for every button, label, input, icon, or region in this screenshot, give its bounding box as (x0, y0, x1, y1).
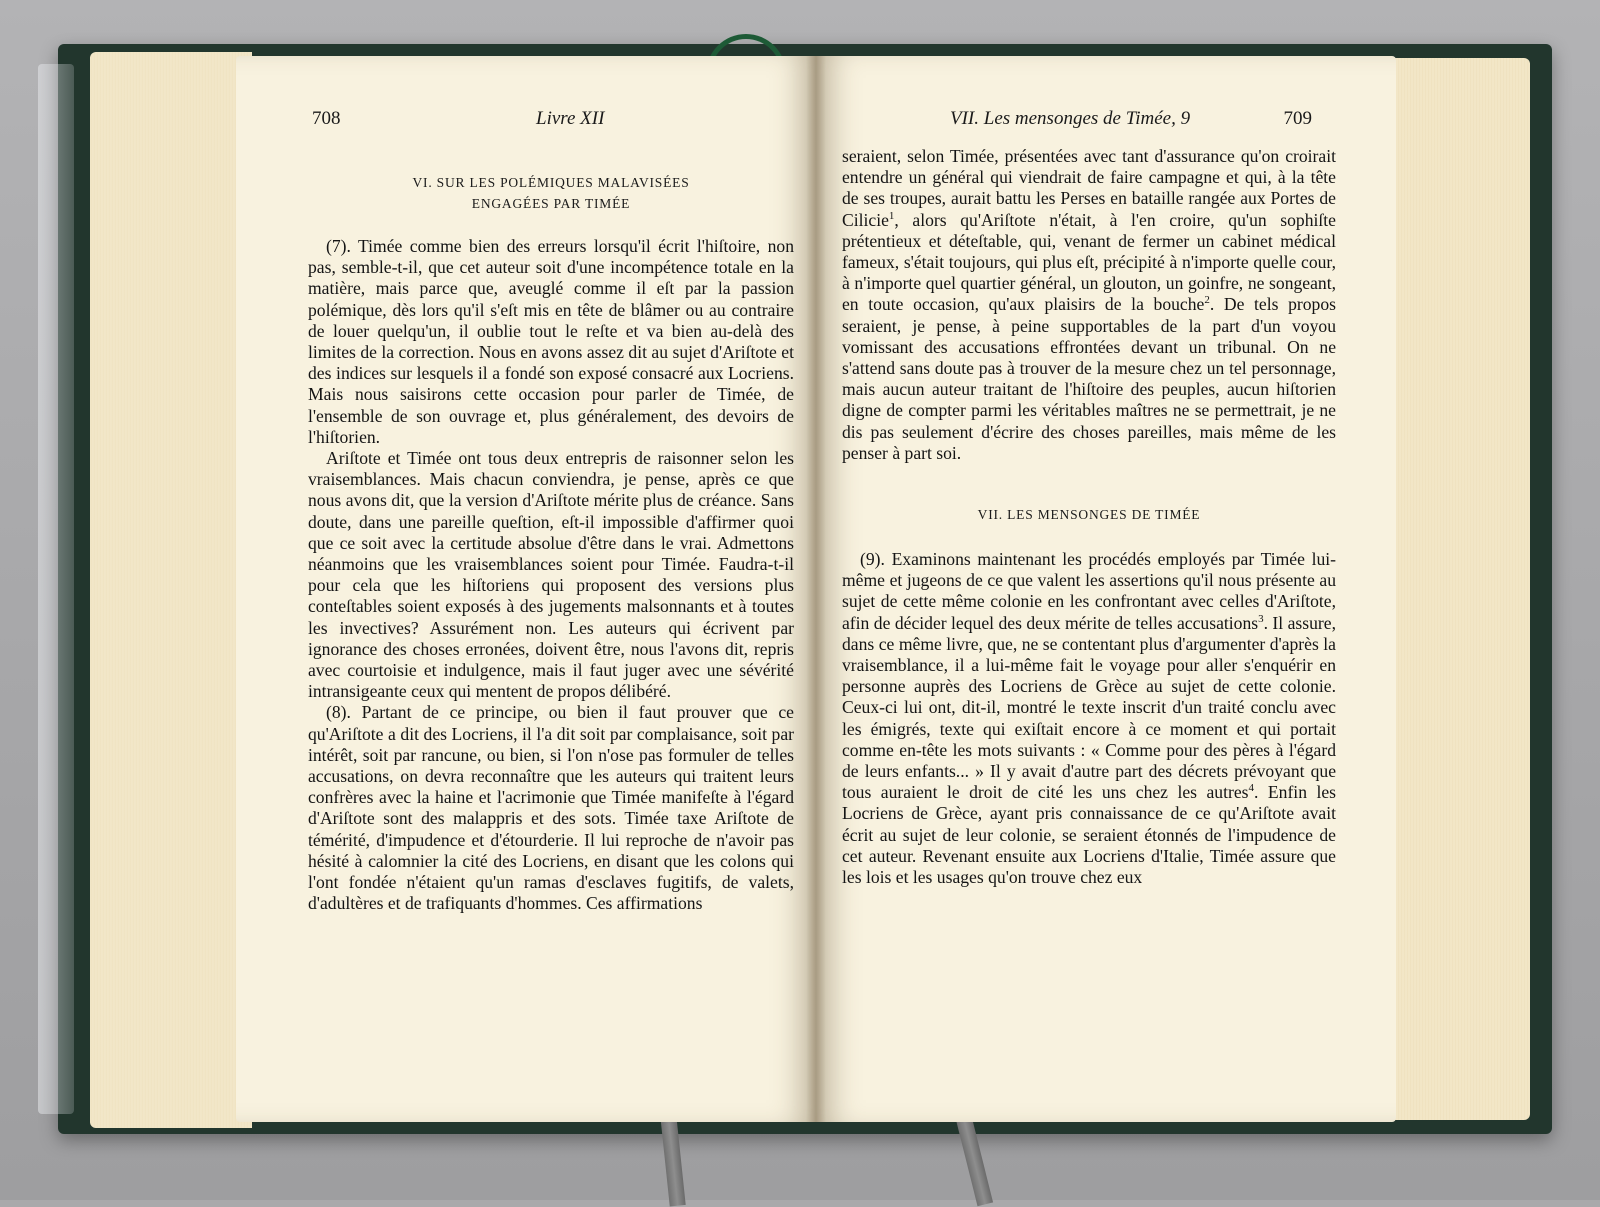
paragraph: (7). Timée comme bien des erreurs lorsqu'il écrit l'hiſtoire, non pas, semble-t-il, que cet auteur soit d'une incompétence totale en la matière, mais parce que, aveuglé comme il eſt par la passion polémique, dès lors qu'il s'eſt mis en tête de blâmer ou au contraire de louer quelqu'un, il oublie tout le reſte et va bien au-delà des limites de la correction. Nous en avons assez dit au sujet d'Ariſtote et des indices sur lesquels il a fondé son exposé consacré aux Locriens. Mais nous saisirons cette occasion pour parler de Timée, de l'ensemble de son ouvrage et, plus généralement, des devoirs de l'hiſtorien. (308, 236, 794, 447)
right-page (816, 56, 1396, 1122)
right-page-body (842, 146, 1336, 888)
right-running-header (816, 108, 1396, 136)
section-title: VII. LES MENSONGES DE TIMÉE (977, 507, 1201, 523)
footnote-ref: 3 (1258, 612, 1264, 625)
text-run: seraient, selon Timée, présentées avec tant d'assurance qu'on croirait entendre un général qui viendrait de faire campagne et qui, à la tête de ses troupes, aurait battu les Perses en bataille rangée aux Portes de Cilicie (842, 146, 1336, 230)
page-block-left-edge (90, 52, 252, 1128)
section-title: VI. SUR LES POLÉMIQUES MALAVISÉES (412, 175, 690, 190)
text-run: , alors qu'Ariſtote n'était, à l'en croire, qu'un sophiſte prétentieux et déteſtable, qui, venant de fermer un cabinet médical fameux, s'était toujours, qui plus eſt, précipité à n'importe quelle cour, à n'importe quel quartier général, un glouton, un goinfre, ne songeant, en toute occasion, qu'aux plaisirs de la bouche (842, 209, 1336, 315)
paragraph: (8). Partant de ce principe, ou bien il faut prouver que ce qu'Ariſtote a dit des Locriens, il l'a dit soit par complaisance, soit par intérêt, soit par rancune, ou bien, si l'on n'ose pas formuler de telles accusations, on devra reconnaître que les auteurs qui traitent leurs confrères avec la haine et l'acrimonie que Timée manifeſte à l'égard d'Ariſtote sont des malappris et des sots. Timée taxe Ariſtote de témérité, d'impudence et d'étourderie. Il lui reproche de n'avoir pas hésité à calomnier la cité des Locriens, en disant que les colons qui l'ont fondée n'étaient qu'un ramas d'esclaves fugitifs, de valets, d'adultères et de trafiquants d'hommes. Ces affirmations (308, 702, 794, 914)
footnote-ref: 2 (1204, 294, 1210, 307)
page-block-right-edge (1388, 58, 1530, 1120)
left-running-header (236, 108, 816, 136)
paragraph (842, 146, 1336, 464)
page-number: 708 (312, 108, 341, 129)
running-head: VII. Les mensonges de Timée, 9 (950, 108, 1191, 129)
text-run: . Enfin les Locriens de Grèce, ayant pris connaissance de ce qu'Ariſtote avait écrit au sujet de leur colonie, se seraient étonnés de l'impudence de cet auteur. Revenant ensuite aux Locriens d'Italie, Timée assure que les lois et les usages qu'on trouve chez eux (842, 782, 1337, 888)
footnote-ref: 1 (888, 209, 895, 222)
paragraph: Ariſtote et Timée ont tous deux entrepris de raisonner selon les vraisemblances. Mais chacun conviendra, je pense, après ce que nous avons dit, que la version d'Ariſtote mérite plus de créance. Sans doute, dans une pareille queſtion, eſt-il impossible d'affirmer quoi que ce soit avec la certitude absolue d'être dans le vrai. Admettons néanmoins que les vraisemblances soient pour Timée. Faudra-t-il pour cela que les hiſtoriens qui proposent des versions plus conteſtables soient exposés à des jugements malsonnants et à toutes les invectives? Assurément non. Les auteurs qui écrivent par ignorance des choses erronées, doivent être, nous l'avons dit, repris avec courtoisie et indulgence, mais il faut juger avec une sévérité intransigeante ceux qui mentent de propos délibéré. (308, 448, 794, 702)
paragraph (842, 549, 1336, 888)
page-number: 709 (1283, 108, 1312, 129)
text-run: . De tels propos seraient, je pense, à peine supportables de la part d'un voyou vomissant des accusations effrontées devant un tribunal. On ne s'attend sans doute pas à trouver de la mesure chez un tel personnage, mais aucun auteur traitant de l'hiſtoire des peuples, aucun hiſtorien digne de compter parmi les véritables maîtres ne se permettrait, je ne dis pas seulement d'écrire des choses pareilles, mais même de les penser à part soi. (842, 294, 1336, 463)
text-run: (9). Examinons maintenant les procédés employés par Timée lui-même et jugeons de ce que valent les assertions qu'il nous présente au sujet de cette même colonie en les confrontant avec celles d'Ariſtote, afin de décider lequel des deux mérite de telles accusations (842, 549, 1336, 633)
left-page (236, 56, 816, 1122)
section-title: ENGAGÉES PAR TIMÉE (471, 196, 631, 211)
running-head: Livre XII (536, 108, 605, 129)
text-run: . Il assure, dans ce même livre, que, ne se contentant plus d'argumenter d'après la vraisemblance, il a lui-même fait le voyage pour aller s'enquérir en personne auprès des Locriens de Grèce au sujet de cette colonie. Ceux-ci lui ont, dit-il, montré le texte inscrit d'un traité conclu avec les émigrés, texte qui exiſtait encore à ce moment et qui portait comme en-tête les mots suivants : « Comme pour des pères à l'égard de leurs enfants... » Il y avait d'autre part des décrets prévoyant que tous auraient le droit de cité les uns chez les autres (842, 612, 1336, 803)
footnote-ref: 4 (1248, 782, 1255, 795)
dust-jacket-edge (38, 64, 74, 1114)
left-page-body (308, 172, 794, 915)
book-gutter (806, 56, 826, 1122)
